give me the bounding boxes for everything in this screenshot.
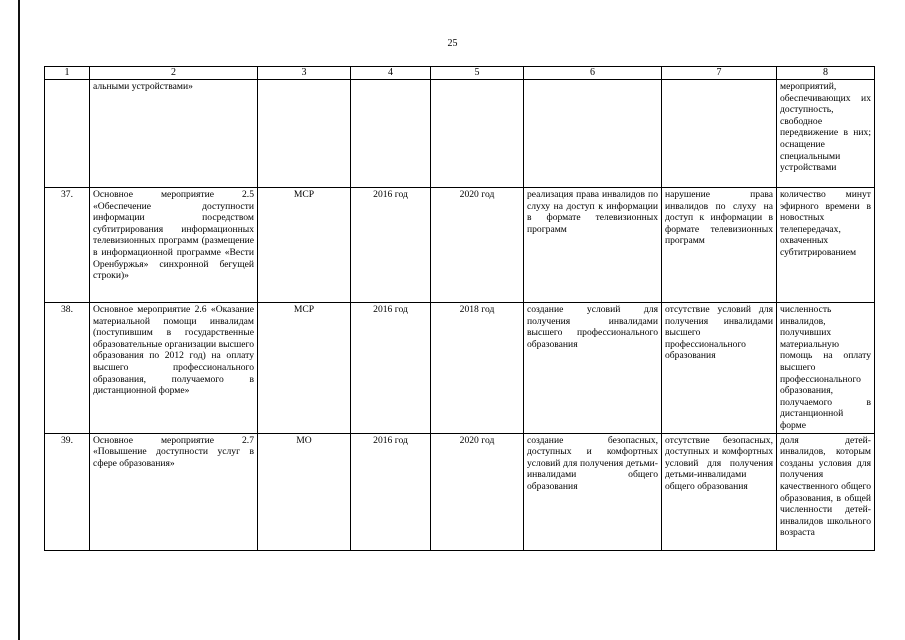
measure-cell: Основное мероприятие 2.5 «Обеспечение доступности информации посредством субтитрирования информационных телевизионных программ (размещение в информационной программе «Вести Оренбуржья» синхронной бегущей строки)» <box>90 188 258 303</box>
table-row <box>45 303 875 434</box>
measure-cell: Основное мероприятие 2.6 «Оказание материальной помощи инвалидам (поступившим в государственные образовательные организации высшего образования по 2012 год) на оплату высшего профессионального образования, получаемого в дистанционной форме» <box>90 303 258 434</box>
consequence-cell: отсутствие условий для получения инвалидами высшего профессионального образования <box>662 303 777 434</box>
row-number-cell: 38. <box>45 303 90 434</box>
page-number: 25 <box>447 38 458 49</box>
result-cell: создание безопасных, доступных и комфортных условий для получения детьми-инвалидами общего образования <box>524 433 662 550</box>
binding-edge <box>18 0 20 640</box>
row-number-cell: 39. <box>45 433 90 550</box>
start-cell: 2016 год <box>351 188 431 303</box>
measures-table <box>44 66 875 551</box>
column-number: 6 <box>524 67 662 80</box>
column-number: 1 <box>45 67 90 80</box>
column-number: 5 <box>431 67 524 80</box>
row-number-cell: 37. <box>45 188 90 303</box>
executor-cell: МСР <box>258 188 351 303</box>
end-cell: 2020 год <box>431 188 524 303</box>
column-number: 2 <box>90 67 258 80</box>
start-cell <box>351 80 431 188</box>
executor-cell <box>258 80 351 188</box>
result-cell: создание условий для получения инвалидами высшего профессионального образования <box>524 303 662 434</box>
row-number-cell <box>45 80 90 188</box>
start-cell: 2016 год <box>351 433 431 550</box>
table-row <box>45 433 875 550</box>
indicator-cell: мероприятий, обеспечивающих их доступность, свободное передвижение в них; оснащение специальными устройствами <box>777 80 875 188</box>
result-cell: реализация права инвалидов по слуху на доступ к информации в формате телевизионных программ <box>524 188 662 303</box>
table-row <box>45 188 875 303</box>
column-number: 3 <box>258 67 351 80</box>
consequence-cell <box>662 80 777 188</box>
column-number-row <box>45 67 875 80</box>
column-number: 4 <box>351 67 431 80</box>
indicator-cell: количество минут эфирного времени в новостных телепередачах, охваченных субтитрированием <box>777 188 875 303</box>
indicator-cell: доля детей-инвалидов, которым созданы условия для получения качественного общего образования, в общей численности детей-инвалидов школьного возраста <box>777 433 875 550</box>
column-number: 7 <box>662 67 777 80</box>
indicator-cell: численность инвалидов, получивших материальную помощь на оплату высшего профессионального образования, получаемого в дистанционной форме <box>777 303 875 434</box>
measure-cell: альными устройствами» <box>90 80 258 188</box>
table-row-continued <box>45 80 875 188</box>
executor-cell: МСР <box>258 303 351 434</box>
end-cell: 2020 год <box>431 433 524 550</box>
end-cell <box>431 80 524 188</box>
consequence-cell: нарушение права инвалидов по слуху на доступ к информации в формате телевизионных программ <box>662 188 777 303</box>
measure-cell: Основное мероприятие 2.7 «Повышение доступности услуг в сфере образования» <box>90 433 258 550</box>
consequence-cell: отсутствие безопасных, доступных и комфортных условий для получения детьми-инвалидами общего образования <box>662 433 777 550</box>
executor-cell: МО <box>258 433 351 550</box>
column-number: 8 <box>777 67 875 80</box>
end-cell: 2018 год <box>431 303 524 434</box>
start-cell: 2016 год <box>351 303 431 434</box>
result-cell <box>524 80 662 188</box>
